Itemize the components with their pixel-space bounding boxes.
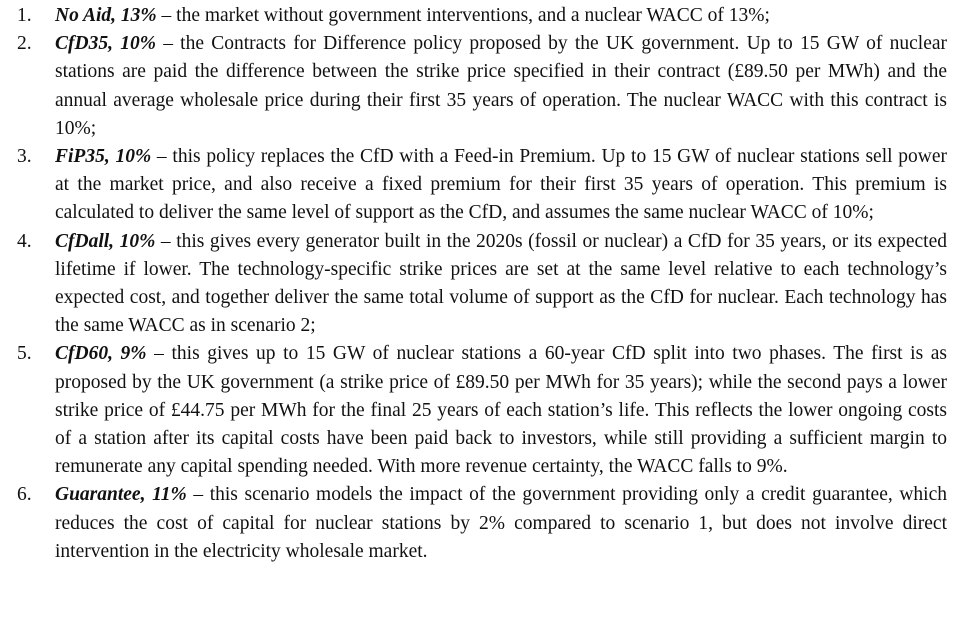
scenario-item-guarantee — [0, 481, 971, 566]
scenario-item-fip35 — [0, 143, 971, 228]
scenario-term: CfD35, 10% — [55, 33, 156, 55]
list-number: 5. — [17, 343, 32, 365]
scenario-term: No Aid, 13% — [55, 5, 157, 26]
scenario-term: CfDall, 10% — [55, 230, 156, 252]
scenario-description: – the market without government interventions, and a nuclear WACC of 13%; — [156, 5, 770, 26]
scenario-description: – the Contracts for Difference policy proposed by the UK government. Up to 15 GW of nuclear stations are paid the difference between the strike price specified in their contract (£89.50 per MWh) and the annual average wholesale price during their first 35 years of operation. The nuclear WACC with this contract is 10%; — [55, 33, 948, 139]
scenario-item-cfd35 — [0, 30, 971, 143]
list-number: 2. — [17, 33, 32, 55]
list-number: 3. — [17, 146, 32, 168]
scenario-list — [0, 2, 971, 566]
scenario-item-cfd60 — [0, 340, 971, 481]
scenario-term: FiP35, 10% — [55, 146, 152, 168]
scenario-term: Guarantee, 11% — [55, 484, 187, 506]
list-number: 6. — [17, 484, 32, 506]
scenario-term: CfD60, 9% — [55, 343, 147, 365]
list-number: 4. — [17, 230, 32, 252]
scenario-item-cfdall — [0, 228, 971, 341]
scenario-description: – this scenario models the impact of the government providing only a credit guarantee, which reduces the cost of capital for nuclear stations by 2% compared to scenario 1, but does not involve direct intervention in the electricity wholesale market. — [55, 484, 947, 562]
scenario-description: – this gives up to 15 GW of nuclear stations a 60-year CfD split into two phases. The first is as proposed by the UK government (a strike price of £89.50 per MWh for 35 years); while the second pays a lower strike price of £44.75 per MWh for the final 25 years of each station’s life. This reflects the lower ongoing costs of a station after its capital costs have been paid back to investors, while still providing a sufficient margin to remunerate any capital spending needed. With more revenue certainty, the WACC falls to 9%. — [55, 343, 947, 478]
scenario-item-no-aid — [0, 2, 971, 30]
list-number: 1. — [17, 5, 32, 26]
scenario-description: – this policy replaces the CfD with a Feed-in Premium. Up to 15 GW of nuclear stations sell power at the market price, and also receive a fixed premium for their first 35 years of operation. This premium is calculated to deliver the same level of support as the CfD, and assumes the same nuclear WACC of 10%; — [55, 146, 947, 224]
document-body — [0, 2, 971, 566]
scenario-description: – this gives every generator built in the 2020s (fossil or nuclear) a CfD for 35 years, or its expected lifetime if lower. The technology-specific strike prices are set at the same level relative to each technology’s expected cost, and together deliver the same total volume of support as the CfD for nuclear. Each technology has the same WACC as in scenario 2; — [55, 230, 947, 337]
